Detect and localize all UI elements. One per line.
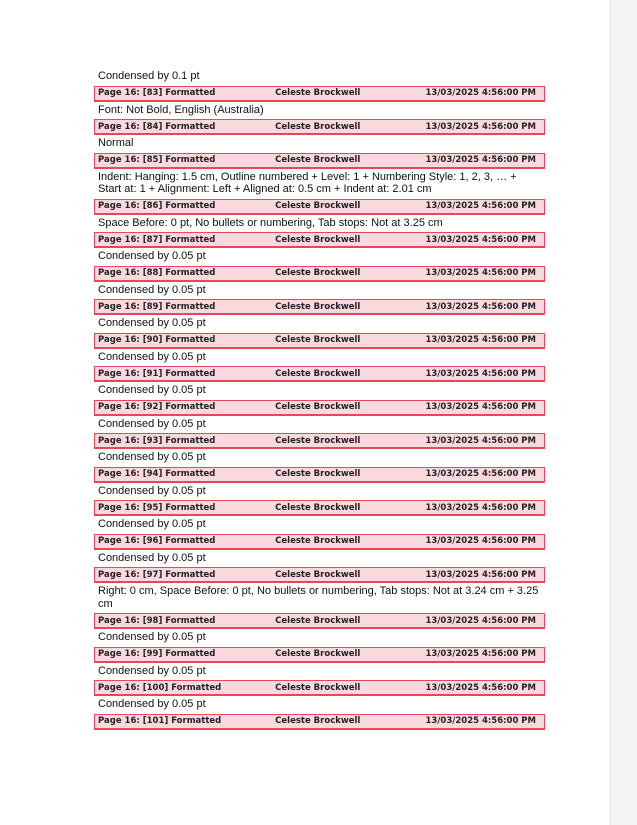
change-detail: Condensed by 0.05 pt: [98, 698, 206, 710]
change-header: [94, 119, 545, 135]
change-header: [94, 467, 545, 483]
change-detail: Normal: [98, 137, 134, 149]
change-header: [94, 366, 545, 382]
change-reference: Page 16: [89] Formatted: [98, 301, 216, 312]
change-reference: Page 16: [88] Formatted: [98, 268, 216, 278]
change-timestamp: 13/03/2025 4:56:00 PM: [425, 682, 536, 693]
revision-list: [94, 69, 545, 730]
change-reference: Page 16: [92] Formatted: [98, 402, 216, 412]
change-timestamp: 13/03/2025 4:56:00 PM: [425, 88, 536, 98]
change-author: Celeste Brockwell: [275, 649, 361, 659]
change-detail: Indent: Hanging: 1.5 cm, Outline numbered + Level: 1 + Numbering Style: 1, 2, 3, … + Start at: 1 + Alignment: Left + Aligned at: 0.5 cm + Indent at: 2.01 cm: [98, 170, 517, 195]
change-timestamp: 13/03/2025 4:56:00 PM: [425, 155, 536, 165]
change-timestamp: 13/03/2025 4:56:00 PM: [425, 234, 536, 245]
change-author: Celeste Brockwell: [275, 234, 361, 245]
change-timestamp: 13/03/2025 4:56:00 PM: [425, 615, 536, 626]
change-timestamp: 13/03/2025 4:56:00 PM: [425, 502, 536, 513]
change-reference: Page 16: [85] Formatted: [98, 155, 216, 165]
change-header: [94, 400, 545, 416]
change-header: [94, 647, 545, 663]
change-timestamp: 13/03/2025 4:56:00 PM: [425, 368, 536, 379]
change-timestamp: 13/03/2025 4:56:00 PM: [425, 469, 536, 479]
change-detail: Condensed by 0.05 pt: [98, 518, 206, 530]
change-detail: Font: Not Bold, English (Australia): [98, 103, 264, 116]
change-detail: Right: 0 cm, Space Before: 0 pt, No bullets or numbering, Tab stops: Not at 3.24 cm + 3.25 cm: [98, 585, 539, 610]
change-author: Celeste Brockwell: [275, 301, 361, 312]
change-reference: Page 16: [91] Formatted: [98, 368, 216, 379]
change-reference: Page 16: [83] Formatted: [98, 88, 216, 98]
change-header: [94, 680, 545, 696]
change-reference: Page 16: [95] Formatted: [98, 502, 216, 513]
change-header: [94, 613, 545, 629]
change-reference: Page 16: [86] Formatted: [98, 201, 216, 211]
change-timestamp: 13/03/2025 4:56:00 PM: [425, 402, 536, 412]
change-author: Celeste Brockwell: [275, 569, 361, 580]
change-timestamp: 13/03/2025 4:56:00 PM: [425, 569, 536, 580]
change-reference: Page 16: [99] Formatted: [98, 649, 216, 659]
change-timestamp: 13/03/2025 4:56:00 PM: [425, 435, 536, 446]
change-timestamp: 13/03/2025 4:56:00 PM: [425, 536, 536, 546]
change-detail: Condensed by 0.05 pt: [98, 283, 206, 296]
change-author: Celeste Brockwell: [275, 201, 361, 211]
change-header: [94, 333, 545, 349]
change-header: [94, 199, 545, 215]
change-timestamp: 13/03/2025 4:56:00 PM: [425, 335, 536, 345]
change-header: [94, 567, 545, 583]
change-reference: Page 16: [96] Formatted: [98, 536, 216, 546]
change-detail: Condensed by 0.05 pt: [98, 350, 206, 363]
change-detail: Condensed by 0.05 pt: [98, 551, 206, 564]
change-reference: Page 16: [100] Formatted: [98, 682, 222, 693]
change-author: Celeste Brockwell: [275, 502, 361, 513]
change-header: [94, 86, 545, 102]
change-reference: Page 16: [84] Formatted: [98, 121, 216, 132]
change-author: Celeste Brockwell: [275, 469, 361, 479]
change-detail: Condensed by 0.05 pt: [98, 384, 206, 396]
change-reference: Page 16: [87] Formatted: [98, 234, 216, 245]
change-header: [94, 299, 545, 315]
change-detail: Condensed by 0.05 pt: [98, 417, 206, 430]
change-timestamp: 13/03/2025 4:56:00 PM: [425, 649, 536, 659]
change-detail: Condensed by 0.1 pt: [98, 70, 200, 82]
change-timestamp: 13/03/2025 4:56:00 PM: [425, 716, 536, 726]
change-header: [94, 433, 545, 449]
change-author: Celeste Brockwell: [275, 615, 361, 626]
change-reference: Page 16: [93] Formatted: [98, 435, 216, 446]
change-reference: Page 16: [94] Formatted: [98, 469, 216, 479]
change-detail: Condensed by 0.05 pt: [98, 631, 206, 643]
change-timestamp: 13/03/2025 4:56:00 PM: [425, 268, 536, 278]
change-author: Celeste Brockwell: [275, 368, 361, 379]
change-author: Celeste Brockwell: [275, 716, 361, 726]
change-detail: Condensed by 0.05 pt: [98, 451, 206, 463]
change-author: Celeste Brockwell: [275, 435, 361, 446]
change-author: Celeste Brockwell: [275, 88, 361, 98]
change-reference: Page 16: [97] Formatted: [98, 569, 216, 580]
change-detail: Condensed by 0.05 pt: [98, 664, 206, 677]
change-author: Celeste Brockwell: [275, 536, 361, 546]
change-header: [94, 232, 545, 248]
change-timestamp: 13/03/2025 4:56:00 PM: [425, 121, 536, 132]
change-author: Celeste Brockwell: [275, 335, 361, 345]
change-author: Celeste Brockwell: [275, 402, 361, 412]
change-detail: Condensed by 0.05 pt: [98, 484, 206, 497]
change-reference: Page 16: [98] Formatted: [98, 615, 216, 626]
change-detail: Space Before: 0 pt, No bullets or numbering, Tab stops: Not at 3.25 cm: [98, 216, 443, 229]
change-author: Celeste Brockwell: [275, 682, 361, 693]
change-header: [94, 153, 545, 169]
page-edge: [610, 0, 637, 825]
change-author: Celeste Brockwell: [275, 268, 361, 278]
change-header: [94, 266, 545, 282]
change-timestamp: 13/03/2025 4:56:00 PM: [425, 301, 536, 312]
change-timestamp: 13/03/2025 4:56:00 PM: [425, 201, 536, 211]
change-reference: Page 16: [90] Formatted: [98, 335, 216, 345]
change-author: Celeste Brockwell: [275, 155, 361, 165]
change-author: Celeste Brockwell: [275, 121, 361, 132]
change-header: [94, 534, 545, 550]
change-reference: Page 16: [101] Formatted: [98, 716, 222, 726]
change-header: [94, 714, 545, 730]
change-detail: Condensed by 0.05 pt: [98, 317, 206, 329]
change-header: [94, 500, 545, 516]
change-detail: Condensed by 0.05 pt: [98, 250, 206, 262]
